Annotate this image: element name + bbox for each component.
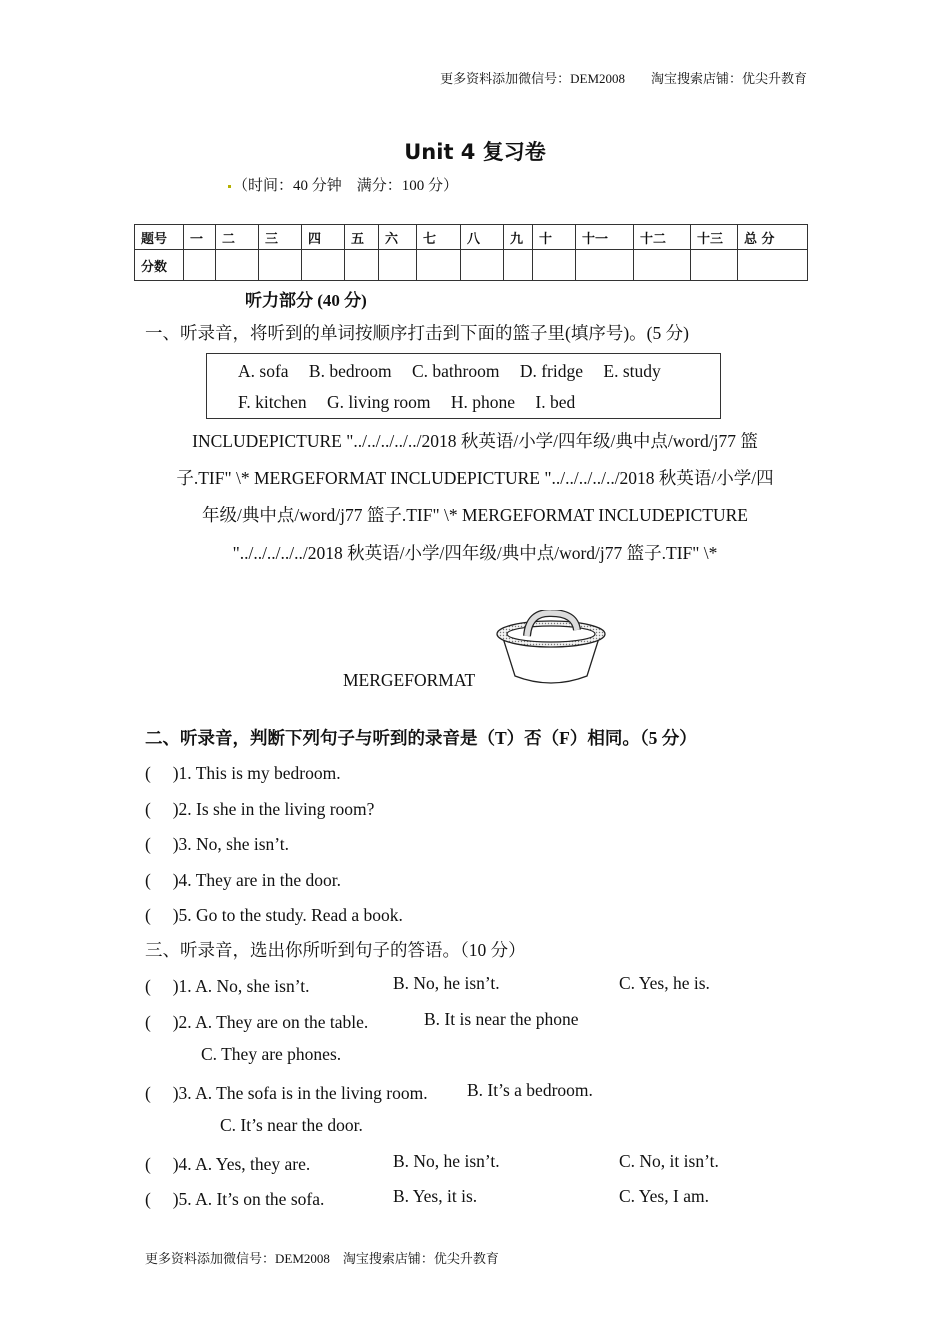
include-picture-line: INCLUDEPICTURE "../../../../../2018 秋英语/小学/四年级/典中点/word/j77 篮 <box>192 431 758 451</box>
score-col: 一 <box>184 225 216 250</box>
word-option: F. kitchen <box>238 392 307 412</box>
score-col: 二 <box>216 225 259 250</box>
section3-title: 三、听录音，选出你所听到句子的答语。（10 分） <box>145 940 526 960</box>
option-c: C. Yes, he is. <box>619 973 710 993</box>
word-option: A. sofa <box>238 361 289 381</box>
tf-item: ( )4. They are in the door. <box>145 870 342 890</box>
score-col: 十三 <box>691 225 738 250</box>
choice-question <box>145 1080 845 1105</box>
choice-question <box>145 973 845 998</box>
score-cell[interactable] <box>691 250 738 281</box>
score-cell[interactable] <box>184 250 216 281</box>
option-a: ( )3. A. The sofa is in the living room. <box>145 1083 428 1103</box>
option-c: C. They are phones. <box>201 1044 342 1064</box>
option-c: C. It’s near the door. <box>220 1115 363 1135</box>
score-col: 五 <box>345 225 379 250</box>
option-b: B. It is near the phone <box>424 1009 579 1029</box>
basket-icon <box>493 610 609 688</box>
score-col: 九 <box>504 225 533 250</box>
score-header-label: 题号 <box>135 225 184 250</box>
score-cell[interactable] <box>379 250 417 281</box>
choice-question <box>145 1186 845 1211</box>
option-a: ( )1. A. No, she isn’t. <box>145 976 310 996</box>
score-col: 十二 <box>634 225 691 250</box>
score-cell[interactable] <box>533 250 576 281</box>
choice-question <box>145 1009 845 1034</box>
score-col: 四 <box>302 225 345 250</box>
score-col: 十 <box>533 225 576 250</box>
tf-item: ( )3. No, she isn’t. <box>145 834 290 854</box>
score-cell[interactable] <box>216 250 259 281</box>
score-col: 七 <box>417 225 461 250</box>
word-option: H. phone <box>450 392 516 412</box>
score-col: 六 <box>379 225 417 250</box>
listening-title: 听力部分 (40 分) <box>245 291 367 310</box>
score-cell[interactable] <box>345 250 379 281</box>
score-cell[interactable] <box>461 250 504 281</box>
header-note: 更多资料添加微信号：DEM2008 淘宝搜索店铺：优尖升教育 <box>440 71 807 86</box>
score-col: 三 <box>259 225 302 250</box>
include-picture-line: 子.TIF" \* MERGEFORMAT INCLUDEPICTURE "../../../../../2018 秋英语/小学/四 <box>176 468 774 488</box>
word-option: D. fridge <box>519 361 583 381</box>
option-a: ( )4. A. Yes, they are. <box>145 1154 311 1174</box>
word-option: C. bathroom <box>411 361 500 381</box>
option-c: C. Yes, I am. <box>619 1186 709 1206</box>
time-info-text: （时间：40 分钟 满分：100 分） <box>233 178 459 194</box>
tf-item: ( )2. Is she in the living room? <box>145 799 375 819</box>
score-cell[interactable] <box>302 250 345 281</box>
include-picture-line: "../../../../../2018 秋英语/小学/四年级/典中点/word/j77 篮子.TIF" \* <box>232 543 718 563</box>
option-b: B. It’s a bedroom. <box>467 1080 593 1100</box>
mergeformat-label: MERGEFORMAT <box>343 670 476 690</box>
word-option: G. living room <box>326 392 431 412</box>
score-col: 十一 <box>576 225 634 250</box>
score-cell[interactable] <box>417 250 461 281</box>
score-cell[interactable] <box>634 250 691 281</box>
score-cell[interactable] <box>259 250 302 281</box>
option-c: C. No, it isn’t. <box>619 1151 719 1171</box>
tf-item: ( )1. This is my bedroom. <box>145 763 341 783</box>
score-cell[interactable] <box>504 250 533 281</box>
score-col: 八 <box>461 225 504 250</box>
section2-title: 二、听录音，判断下列句子与听到的录音是（T）否（F）相同。（5 分） <box>145 728 697 748</box>
page-title: Unit 4 复习卷 <box>404 140 546 164</box>
score-table <box>134 224 808 281</box>
section1-title: 一、听录音，将听到的单词按顺序打击到下面的篮子里(填序号)。(5 分) <box>145 323 689 343</box>
word-option: I. bed <box>535 392 576 412</box>
word-option: E. study <box>603 361 661 381</box>
choice-question <box>145 1151 845 1176</box>
mark-dot <box>228 185 231 188</box>
score-cell[interactable] <box>576 250 634 281</box>
word-box <box>206 353 721 419</box>
tf-item: ( )5. Go to the study. Read a book. <box>145 905 403 925</box>
footer-note: 更多资料添加微信号：DEM2008 淘宝搜索店铺：优尖升教育 <box>145 1251 499 1266</box>
word-option: B. bedroom <box>308 361 392 381</box>
time-info <box>228 174 458 195</box>
option-b: B. No, he isn’t. <box>393 1151 500 1171</box>
option-a: ( )5. A. It’s on the sofa. <box>145 1189 325 1209</box>
option-b: B. No, he isn’t. <box>393 973 500 993</box>
option-a: ( )2. A. They are on the table. <box>145 1012 369 1032</box>
include-picture-line: 年级/典中点/word/j77 篮子.TIF" \* MERGEFORMAT INCLUDEPICTURE <box>202 505 748 525</box>
score-col: 总 分 <box>738 225 808 250</box>
option-b: B. Yes, it is. <box>393 1186 478 1206</box>
score-cell[interactable] <box>738 250 808 281</box>
score-row-label: 分数 <box>135 250 184 281</box>
